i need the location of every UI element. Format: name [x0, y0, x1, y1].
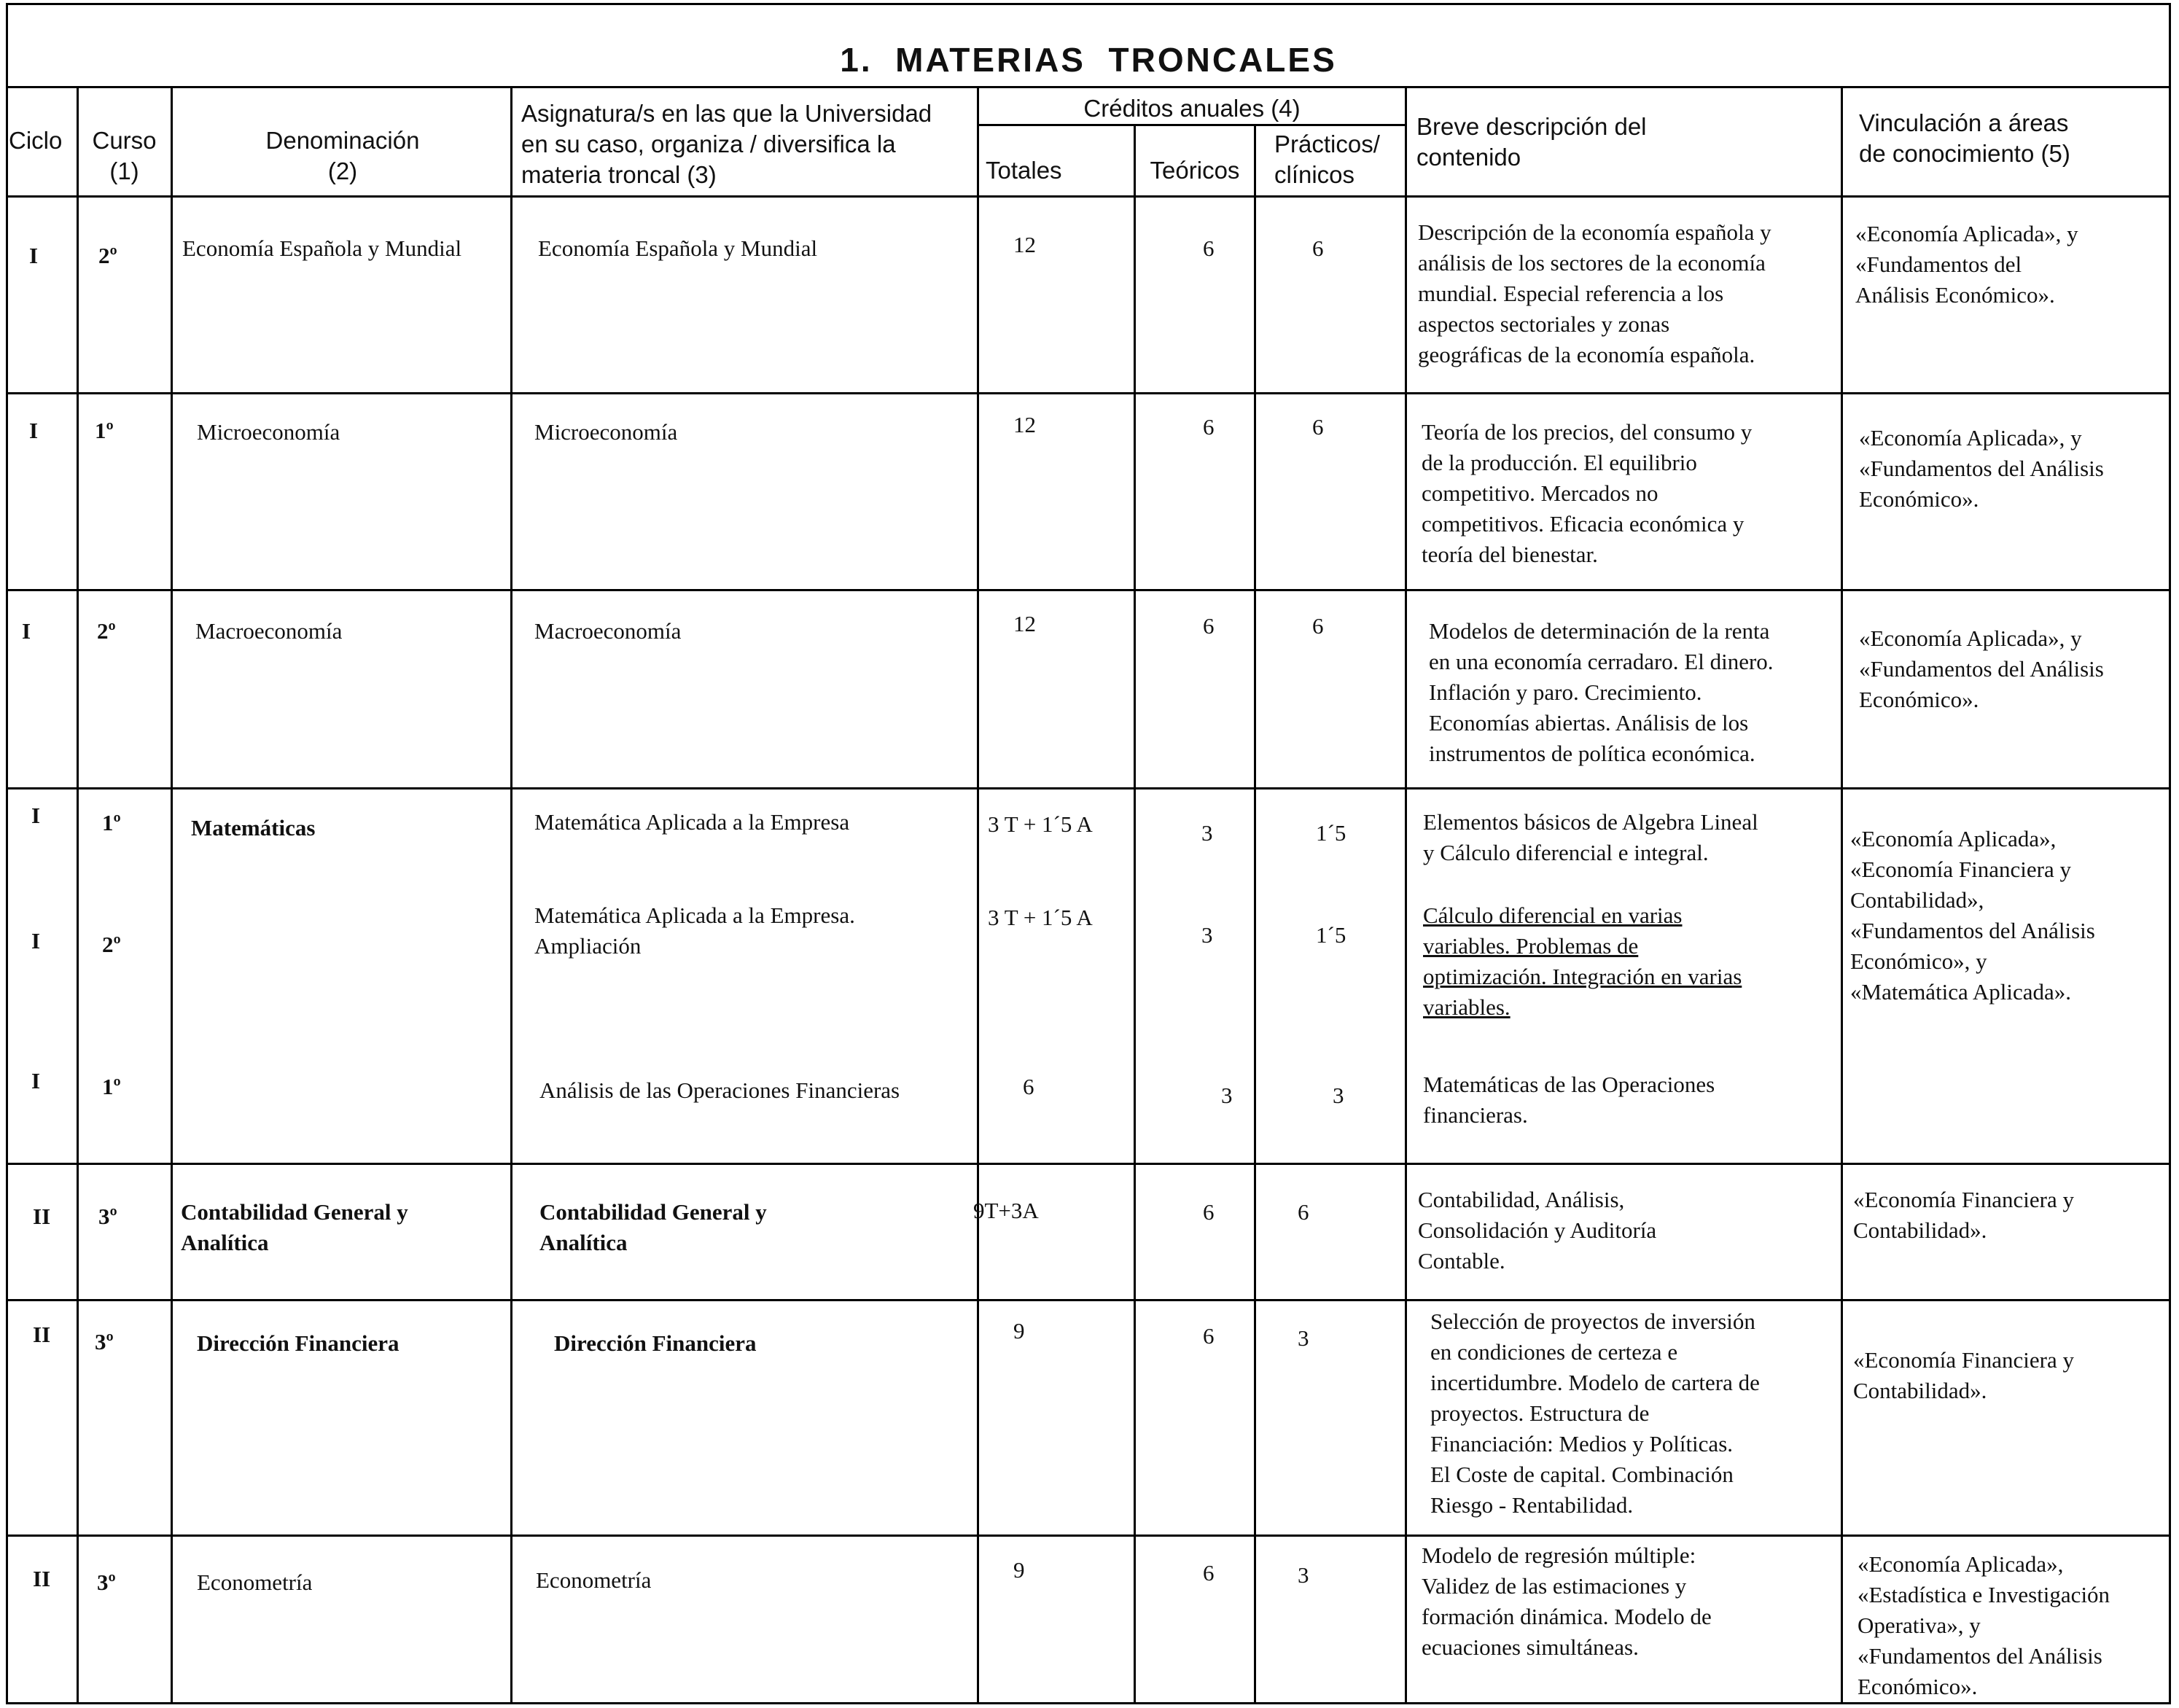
- row4b-ciclo: I: [31, 928, 41, 954]
- row3-denominacion: Macroeconomía: [195, 618, 343, 644]
- row1-totales: 12: [1013, 232, 1036, 257]
- row7-vinculacion: «Economía Aplicada», «Estadística e Investigación Operativa», y «Fundamentos del Análisis Económico».: [1858, 1551, 2110, 1699]
- col-rule-ciclo: [77, 86, 79, 1704]
- row6-descripcion: Selección de proyectos de inversión en condiciones de certeza e incertidumbre. Modelo de cartera de proyectos. Estructura de Financiación: Medios y Políticas. El Coste de capital. Combinación Riesgo - Rentabilidad.: [1430, 1309, 1760, 1518]
- col-rule-curso: [171, 86, 173, 1704]
- header-teoricos: Teóricos: [1150, 157, 1240, 184]
- row4c-descripcion: Matemáticas de las Operaciones financieras.: [1423, 1072, 1715, 1128]
- row4b-practicos: 1´5: [1316, 922, 1346, 948]
- col-rule-asignatura: [977, 86, 979, 1704]
- row4b-asignatura: Matemática Aplicada a la Empresa. Ampliación: [534, 902, 855, 959]
- rule-creditos-sub: [977, 124, 1405, 126]
- row7-denominacion: Econometría: [197, 1569, 313, 1595]
- row7-totales: 9: [1013, 1557, 1025, 1583]
- row4b-totales: 3 T + 1´5 A: [988, 905, 1093, 930]
- header-creditos: Créditos anuales (4): [1083, 95, 1301, 122]
- rule-below-title: [6, 86, 2171, 88]
- rule-row-3: [6, 787, 2171, 789]
- row4c-curso: 1º: [102, 1074, 121, 1099]
- row5-curso: 3º: [98, 1204, 117, 1229]
- row6-curso: 3º: [95, 1329, 114, 1354]
- row6-teoricos: 6: [1203, 1323, 1215, 1349]
- page-title: 1. MATERIAS TRONCALES: [840, 41, 1337, 79]
- row2-asignatura: Microeconomía: [534, 419, 678, 445]
- rule-row-6: [6, 1535, 2171, 1537]
- row5-teoricos: 6: [1203, 1199, 1215, 1225]
- row6-asignatura: Dirección Financiera: [554, 1330, 757, 1356]
- header-curso: Curso (1): [92, 127, 157, 184]
- row4c-teoricos: 3: [1221, 1083, 1233, 1108]
- rule-row-1: [6, 392, 2171, 394]
- row7-asignatura: Econometría: [536, 1567, 652, 1593]
- row2-descripcion: Teoría de los precios, del consumo y de la producción. El equilibrio competitivo. Mercados no competitivos. Eficacia económica y teoría del bienestar.: [1422, 419, 1753, 567]
- row7-teoricos: 6: [1203, 1560, 1215, 1586]
- row2-denominacion: Microeconomía: [197, 419, 340, 445]
- col-rule-teoricos: [1254, 124, 1256, 1704]
- row2-curso: 1º: [95, 418, 114, 443]
- row4a-ciclo: I: [31, 803, 41, 828]
- col-rule-totales: [1134, 124, 1136, 1704]
- row1-denominacion: Economía Española y Mundial: [182, 235, 462, 261]
- row5-asignatura: Contabilidad General y Analítica: [539, 1199, 767, 1255]
- row4b-curso: 2º: [102, 932, 121, 957]
- row4b-descripcion: Cálculo diferencial en varias variables. Problemas de optimización. Integración en varias variables.: [1423, 902, 1742, 1020]
- row3-ciclo: I: [22, 618, 31, 644]
- row3-asignatura: Macroeconomía: [534, 618, 682, 644]
- row6-practicos: 3: [1298, 1325, 1309, 1351]
- row5-descripcion: Contabilidad, Análisis, Consolidación y Auditoría Contable.: [1418, 1187, 1657, 1274]
- row4a-practicos: 1´5: [1316, 820, 1346, 846]
- row4a-teoricos: 3: [1201, 820, 1213, 846]
- header-asignatura: Asignatura/s en las que la Universidad en su caso, organiza / diversifica la materia troncal (3): [521, 100, 932, 188]
- rule-below-header: [6, 195, 2171, 198]
- col-rule-creditos: [1405, 86, 1407, 1704]
- row4a-curso: 1º: [102, 810, 121, 835]
- row6-ciclo: II: [33, 1322, 51, 1347]
- row3-vinculacion: «Economía Aplicada», y «Fundamentos del Análisis Económico».: [1859, 625, 2104, 712]
- row5-vinculacion: «Economía Financiera y Contabilidad».: [1853, 1187, 2075, 1243]
- row1-asignatura: Economía Española y Mundial: [538, 235, 818, 261]
- rule-row-5: [6, 1299, 2171, 1301]
- row6-denominacion: Dirección Financiera: [197, 1330, 399, 1356]
- row2-ciclo: I: [29, 418, 39, 443]
- header-vinculacion: Vinculación a áreas de conocimiento (5): [1859, 109, 2070, 167]
- row5-practicos: 6: [1298, 1199, 1309, 1225]
- row3-curso: 2º: [97, 618, 116, 644]
- header-denominacion: Denominación (2): [265, 127, 420, 184]
- row3-practicos: 6: [1312, 613, 1324, 639]
- row2-totales: 12: [1013, 412, 1036, 437]
- row4c-ciclo: I: [31, 1068, 41, 1093]
- row4c-totales: 6: [1023, 1074, 1034, 1099]
- row2-teoricos: 6: [1203, 414, 1215, 440]
- row4c-practicos: 3: [1333, 1083, 1344, 1108]
- row1-descripcion: Descripción de la economía española y análisis de los sectores de la economía mundial. Especial referencia a los aspectos sectoriales y zonas geográficas de la economía española.: [1418, 219, 1771, 367]
- row1-vinculacion: «Economía Aplicada», y «Fundamentos del Análisis Económico».: [1855, 221, 2078, 308]
- row1-practicos: 6: [1312, 235, 1324, 261]
- col-rule-descripcion: [1841, 86, 1843, 1704]
- header-practicos: Prácticos/ clínicos: [1274, 130, 1380, 188]
- row3-totales: 12: [1013, 611, 1036, 636]
- row3-teoricos: 6: [1203, 613, 1215, 639]
- row2-vinculacion: «Economía Aplicada», y «Fundamentos del Análisis Económico».: [1859, 425, 2104, 512]
- row4a-descripcion: Elementos básicos de Algebra Lineal y Cálculo diferencial e integral.: [1423, 809, 1758, 865]
- row3-descripcion: Modelos de determinación de la renta en una economía cerradaro. El dinero. Inflación y paro. Crecimiento. Economías abiertas. Análisis de los instrumentos de política económica.: [1429, 618, 1774, 766]
- col-rule-denominacion: [510, 86, 512, 1704]
- row1-curso: 2º: [98, 243, 117, 268]
- row6-vinculacion: «Economía Financiera y Contabilidad».: [1853, 1347, 2075, 1403]
- row4a-totales: 3 T + 1´5 A: [988, 811, 1093, 837]
- rule-row-4: [6, 1163, 2171, 1165]
- row6-totales: 9: [1013, 1318, 1025, 1344]
- row7-ciclo: II: [33, 1566, 51, 1591]
- row7-practicos: 3: [1298, 1562, 1309, 1588]
- row2-practicos: 6: [1312, 414, 1324, 440]
- row4a-asignatura: Matemática Aplicada a la Empresa: [534, 809, 850, 835]
- row5-totales: 9T+3A: [973, 1198, 1039, 1223]
- header-ciclo: Ciclo: [9, 127, 63, 154]
- row5-ciclo: II: [33, 1204, 51, 1229]
- row7-descripcion: Modelo de regresión múltiple: Validez de las estimaciones y formación dinámica. Modelo de ecuaciones simultáneas.: [1422, 1543, 1712, 1660]
- header-descripcion: Breve descripción del contenido: [1416, 113, 1647, 171]
- row7-curso: 3º: [97, 1569, 116, 1595]
- rule-row-2: [6, 589, 2171, 591]
- row4-vinculacion: «Economía Aplicada», «Economía Financiera y Contabilidad», «Fundamentos del Análisis Económico», y «Matemática Aplicada».: [1850, 826, 2095, 1005]
- header-totales: Totales: [986, 157, 1062, 184]
- row4-denominacion: Matemáticas: [191, 815, 316, 841]
- row4c-asignatura: Análisis de las Operaciones Financieras: [539, 1077, 900, 1103]
- row4b-teoricos: 3: [1201, 922, 1213, 948]
- row1-ciclo: I: [29, 243, 39, 268]
- row5-denominacion: Contabilidad General y Analítica: [181, 1199, 408, 1255]
- row1-teoricos: 6: [1203, 235, 1215, 261]
